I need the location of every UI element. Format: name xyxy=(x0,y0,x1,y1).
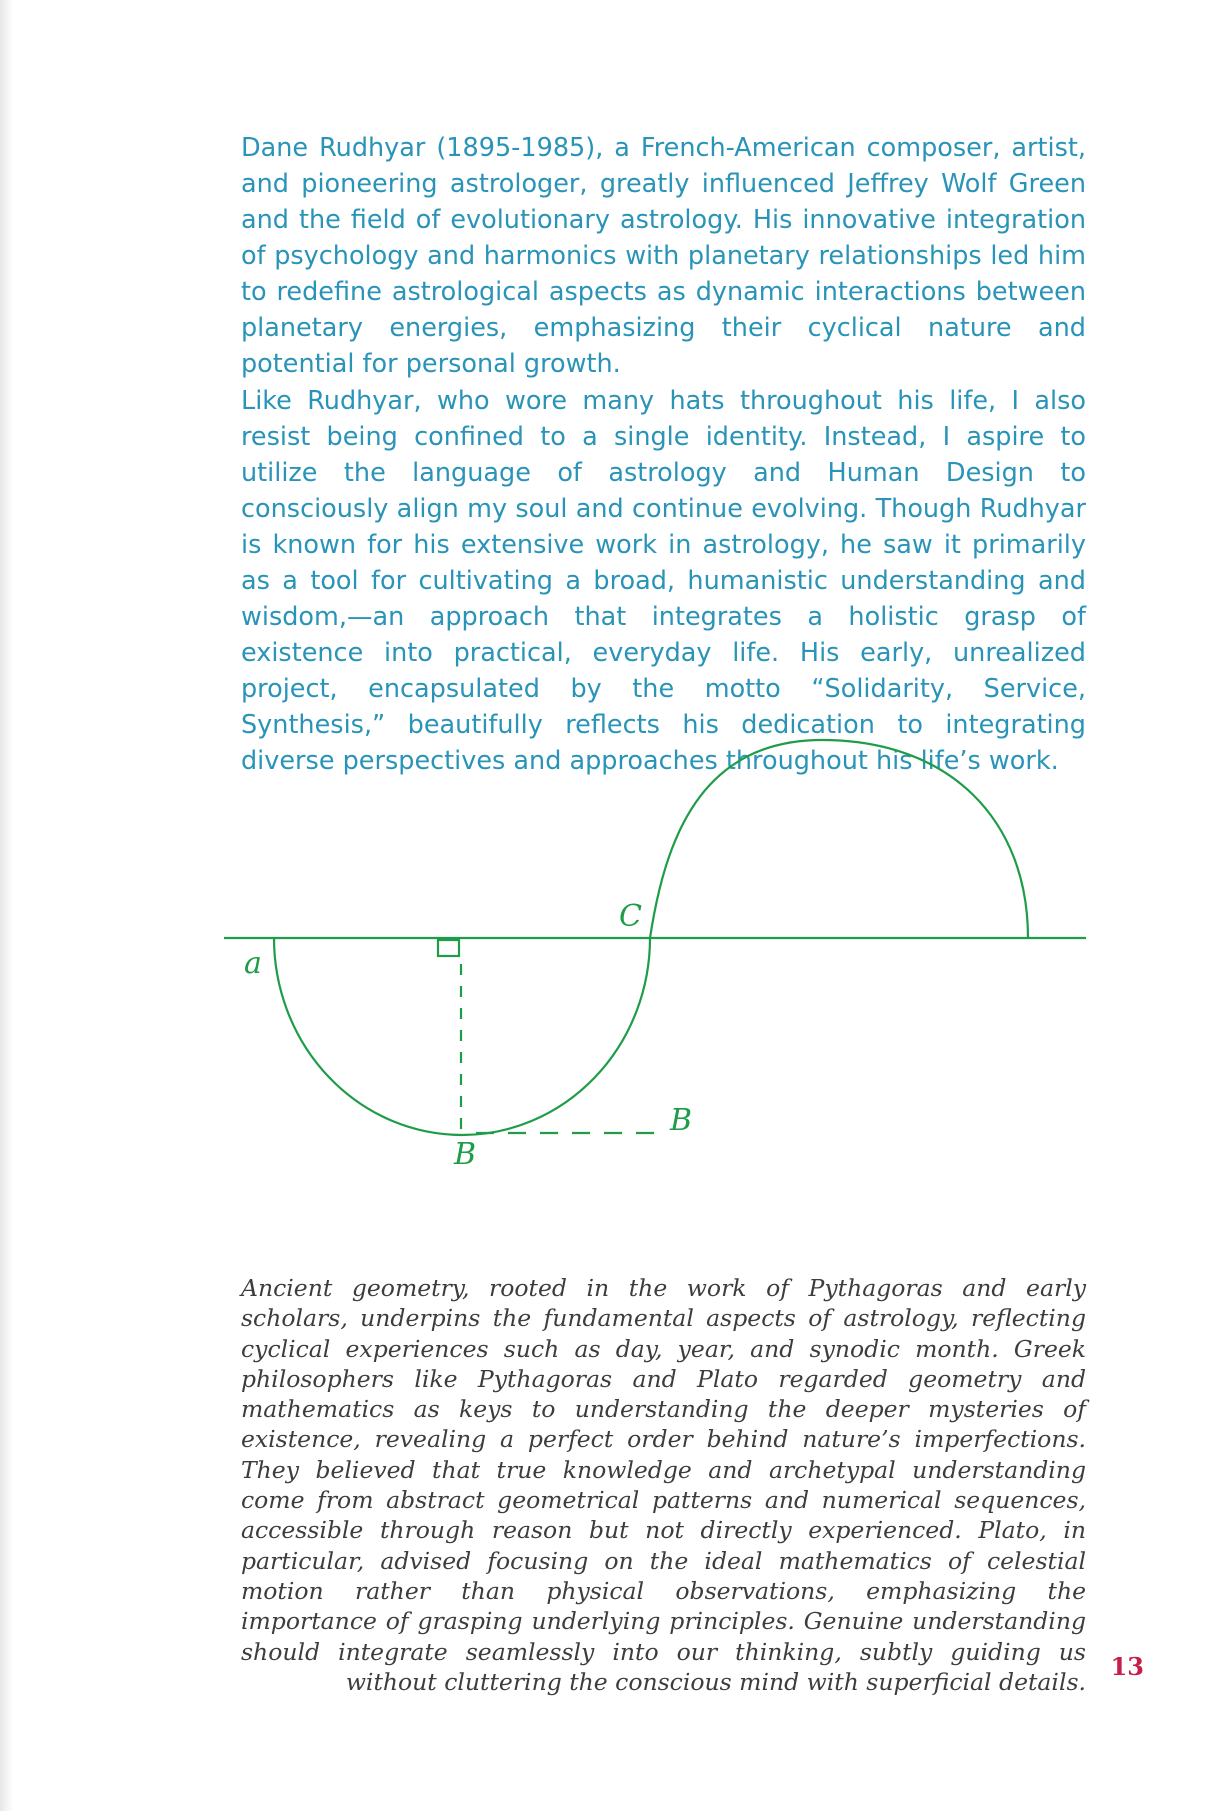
geometry-diagram xyxy=(0,730,1206,1190)
label-b-bottom: B xyxy=(454,1137,477,1172)
quote-ancient-geometry: Ancient geometry, rooted in the work of Pythagoras and early scholars, underpins the fundamental aspects of astrology, reflecting cyclical experiences such as day, year, and synodic month. Greek philosophers like Pythagoras and Plato regarded geometry and mathematics as keys to understanding the deeper mysteries of existence, revealing a perfect order behind nature’s imperfections. They believed that true knowledge and archetypal understanding come from abstract geometrical patterns and numerical sequences, accessible through reason but not directly experienced. Plato, in particular, advised focusing on the ideal mathematics of celestial motion rather than physical observations, emphasizing the importance of grasping underlying principles. Genuine understanding should integrate seamlessly into our thinking, subtly guiding us without cluttering the conscious mind with superficial details. xyxy=(241,1274,1086,1696)
page-number: 13 xyxy=(1110,1652,1144,1681)
label-c: C xyxy=(619,899,642,934)
label-b-right: B xyxy=(670,1103,693,1138)
paragraph-rudhyar-identity: Like Rudhyar, who wore many hats throughout his life, I also resist being confined to a single identity. Instead, I aspire to utilize the language of astrology and Human Design to consciously align my soul and continue evolving. Though Rudhyar is known for his extensive work in astrology, he saw it primarily as a tool for cultivating a broad, humanistic understanding and wisdom,—an approach that integrates a holistic grasp of existence into practical, everyday life. His early, unrealized project, encapsulated by the motto “Solidarity, Service, Synthesis,” beautifully reflects his dedication to integrating diverse perspectives and approaches throughout his life’s work. xyxy=(241,386,1086,776)
paragraph-rudhyar-intro: Dane Rudhyar (1895-1985), a French-American composer, artist, and pioneering astrologer, greatly influenced Jeffrey Wolf Green and the field of evolutionary astrology. His innovative integration of psychology and harmonics with planetary relationships led him to redefine astrological aspects as dynamic interactions between planetary energies, emphasizing their cyclical nature and potential for personal growth. xyxy=(241,133,1086,379)
diagram-strokes xyxy=(224,740,1086,1135)
label-a: a xyxy=(244,946,262,981)
upper-arc xyxy=(650,740,1028,938)
right-angle-marker xyxy=(438,940,459,956)
